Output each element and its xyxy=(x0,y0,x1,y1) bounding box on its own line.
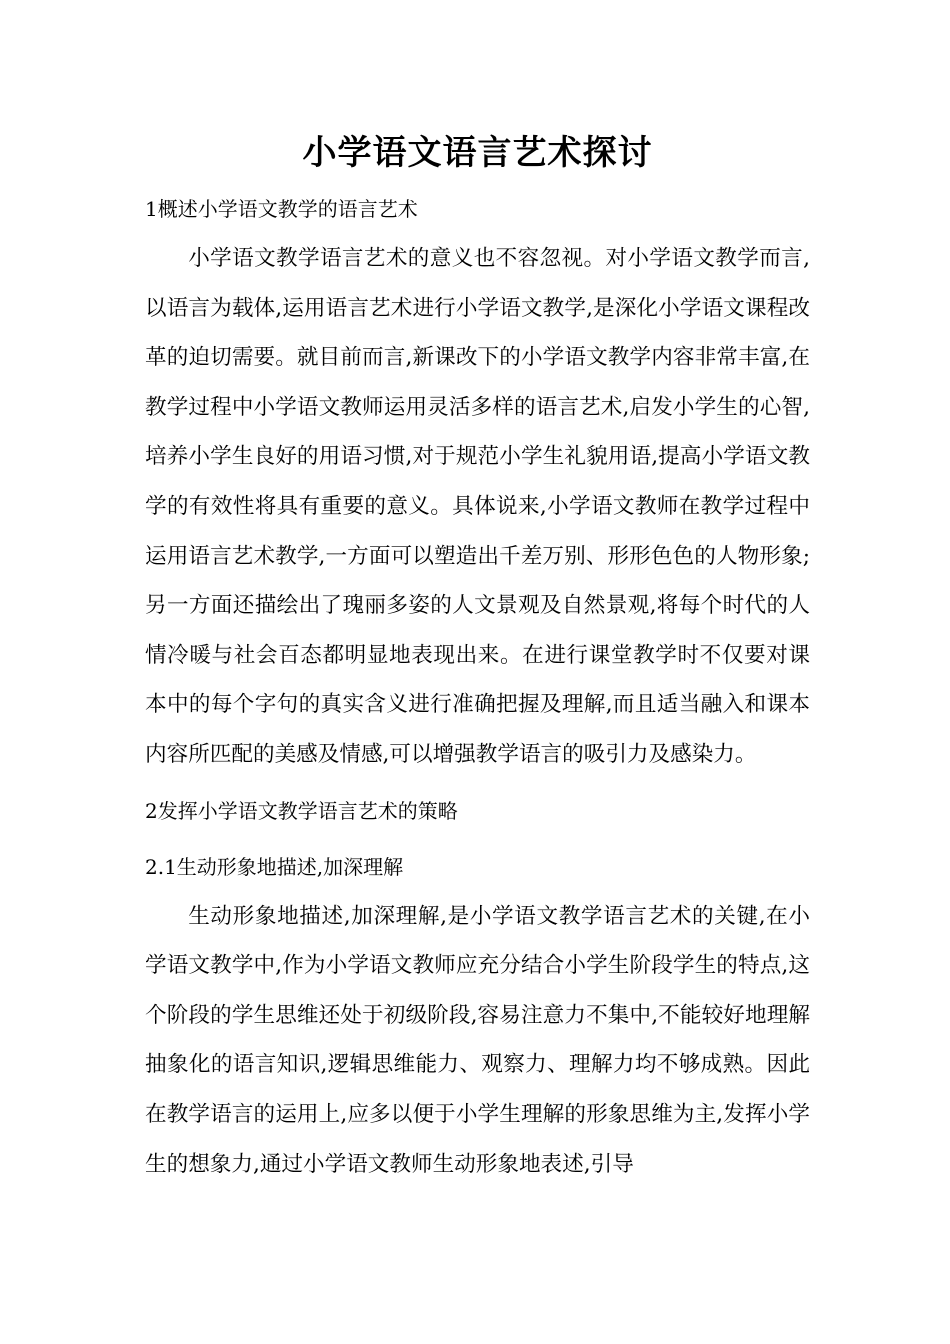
document-body xyxy=(145,128,810,1189)
document-title: 小学语文语言艺术探讨 xyxy=(302,133,653,173)
section-2-heading: 2发挥小学语文教学语言艺术的策略 xyxy=(145,798,458,823)
section-1-heading: 1概述小学语文教学的语言艺术 xyxy=(145,197,418,221)
subsection-2-1-paragraph: 生动形象地描述,加深理解,是小学语文教学语言艺术的关键,在小学语文教学中,作为小学语文教师应充分结合小学生阶段学生的特点,这个阶段的学生思维还处于初级阶段,容易注意力不集中,不能较好地理解抽象化的语言知识,逻辑思维能力、观察力、理解力均不够成熟。因此在教学语言的运用上,应多以便于小学生理解的形象思维为主,发挥小学生的想象力,通过小学语文教师生动形象地表述,引导 xyxy=(145,903,810,1177)
subsection-2-1-heading: 2.1生动形象地描述,加深理解 xyxy=(145,854,404,879)
section-1-paragraph: 小学语文教学语言艺术的意义也不容忽视。对小学语文教学而言,以语言为载体,运用语言艺术进行小学语文教学,是深化小学语文课程改革的迫切需要。就目前而言,新课改下的小学语文教学内容非常丰富,在教学过程中小学语文教师运用灵活多样的语言艺术,启发小学生的心智,培养小学生良好的用语习惯,对于规范小学生礼貌用语,提高小学语文教学的有效性将具有重要的意义。具体说来,小学语文教师在教学过程中运用语言艺术教学,一方面可以塑造出千差万别、形形色色的人物形象;另一方面还描绘出了瑰丽多姿的人文景观及自然景观,将每个时代的人情冷暖与社会百态都明显地表现出来。在进行课堂教学时不仅要对课本中的每个字句的真实含义进行准确把握及理解,而且适当融入和课本内容所匹配的美感及情感,可以增强教学语言的吸引力及感染力。 xyxy=(145,246,810,767)
